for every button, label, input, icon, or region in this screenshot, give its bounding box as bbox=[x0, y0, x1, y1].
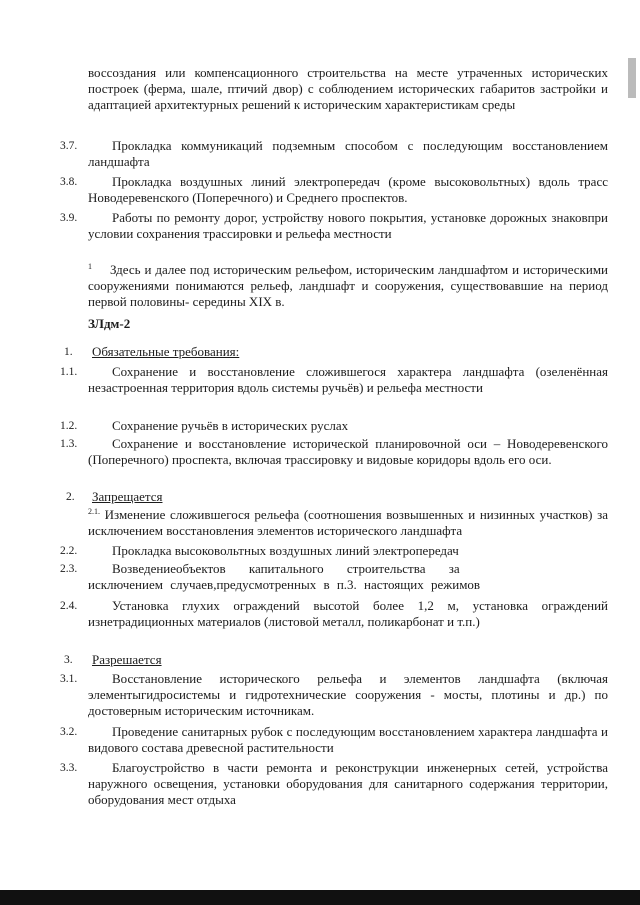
list-item-text-line2: исключением случаев,предусмотренных в п.3. настоящих режимов bbox=[88, 577, 481, 592]
list-item bbox=[88, 561, 608, 593]
section-title: Обязательные требования: bbox=[92, 344, 240, 359]
list-item bbox=[88, 507, 608, 539]
section-title: Разрешается bbox=[92, 652, 162, 667]
list-item bbox=[88, 724, 608, 756]
item-number: 1.2. bbox=[60, 420, 78, 432]
list-item-text: Сохранение и восстановление исторической планировочной оси – Новодеревенского (Поперечного) проспекта, включая трассировку и видовые коридоры вдоль его оси. bbox=[88, 436, 608, 467]
list-item-text: Благоустройство в части ремонта и реконструкции инженерных сетей, устройства наружного освещения, установки оборудования для санитарного содержания территории, оборудования мест отдыха bbox=[88, 760, 608, 807]
item-number: 2.2. bbox=[60, 545, 78, 557]
list-item-text: Сохранение и восстановление сложившегося характера ландшафта (озеленённая незастроенная территория вдоль системы ручьёв) и рельефа местности bbox=[88, 364, 608, 395]
list-item bbox=[88, 598, 608, 630]
item-number: 2.1. bbox=[88, 507, 100, 516]
continuation-text: воссоздания или компенсационного строительства на месте утраченных исторических построек (ферма, шале, птичий двор) с соблюдением исторических габаритов застройки и адаптацией архитектурных решений к историческим характеристикам среды bbox=[88, 65, 608, 112]
section-number: 1. bbox=[64, 346, 73, 358]
continuation-paragraph bbox=[88, 65, 608, 113]
list-item bbox=[88, 138, 608, 170]
list-item-text: Изменение сложившегося рельефа (соотношения возвышенных и низинных участков) за исключением восстановления элементов исторического ландшафта bbox=[88, 507, 608, 538]
item-number: 3.3. bbox=[60, 762, 78, 774]
scan-edge-mark bbox=[628, 58, 636, 98]
list-item-text: Восстановление исторического рельефа и элементов ландшафта (включая элементыгидросистемы и гидротехнические сооружения - мосты, плотины и др.) по достоверным историческим источникам. bbox=[88, 671, 608, 718]
list-item-text: Прокладка воздушных линий электропередач (кроме высоковольтных) вдоль трасс Новодеревенского (Поперечного) и Среднего проспектов. bbox=[88, 174, 608, 205]
scan-bottom-edge bbox=[0, 890, 640, 905]
section-title: Запрещается bbox=[92, 489, 163, 504]
item-number: 3.2. bbox=[60, 726, 78, 738]
list-item bbox=[88, 210, 608, 242]
footnote bbox=[88, 262, 608, 310]
item-number: 2.4. bbox=[60, 600, 78, 612]
list-item bbox=[88, 436, 608, 468]
list-item bbox=[88, 760, 608, 808]
section-number: 3. bbox=[64, 654, 73, 666]
footnote-marker: 1 bbox=[88, 262, 92, 271]
item-number: 3.8. bbox=[60, 176, 78, 188]
list-item-text: Прокладка коммуникаций подземным способом с последующим восстановлением ландшафта bbox=[88, 138, 608, 169]
list-item bbox=[88, 174, 608, 206]
footnote-text: Здесь и далее под историческим рельефом, историческим ландшафтом и историческими сооружениями понимаются рельеф, ландшафт и сооружения, существовавшие на период первой половины- середины XIX в. bbox=[88, 262, 609, 309]
zone-title: ЗЛдм-2 bbox=[88, 316, 131, 331]
item-number: 1.1. bbox=[60, 366, 78, 378]
item-number: 3.9. bbox=[60, 212, 78, 224]
list-item bbox=[88, 364, 608, 396]
item-number: 1.3. bbox=[60, 438, 78, 450]
list-item-text: Проведение санитарных рубок с последующим восстановлением характера ландшафта и видового состава древесной растительности bbox=[88, 724, 608, 755]
item-number: 3.1. bbox=[60, 673, 78, 685]
list-item-text: Прокладка высоковольтных воздушных линий электропередач bbox=[112, 543, 459, 558]
list-item-text: Работы по ремонту дорог, устройству нового покрытия, установке дорожных знаковпри условии сохранения трассировки и рельефа местности bbox=[88, 210, 608, 241]
list-item bbox=[88, 671, 608, 719]
item-number: 3.7. bbox=[60, 140, 78, 152]
section-number: 2. bbox=[66, 491, 75, 503]
item-number: 2.3. bbox=[60, 563, 78, 575]
list-item-text: Установка глухих ограждений высотой более 1,2 м, установка ограждений изнетрадиционных материалов (листовой металл, поликарбонат и т.п.) bbox=[88, 598, 608, 629]
list-item bbox=[88, 418, 608, 434]
list-item-text: Сохранение ручьёв в исторических руслах bbox=[112, 418, 349, 433]
list-item bbox=[88, 543, 608, 559]
list-item-text-line1: Возведениеобъектов капитального строительства за bbox=[112, 561, 460, 576]
